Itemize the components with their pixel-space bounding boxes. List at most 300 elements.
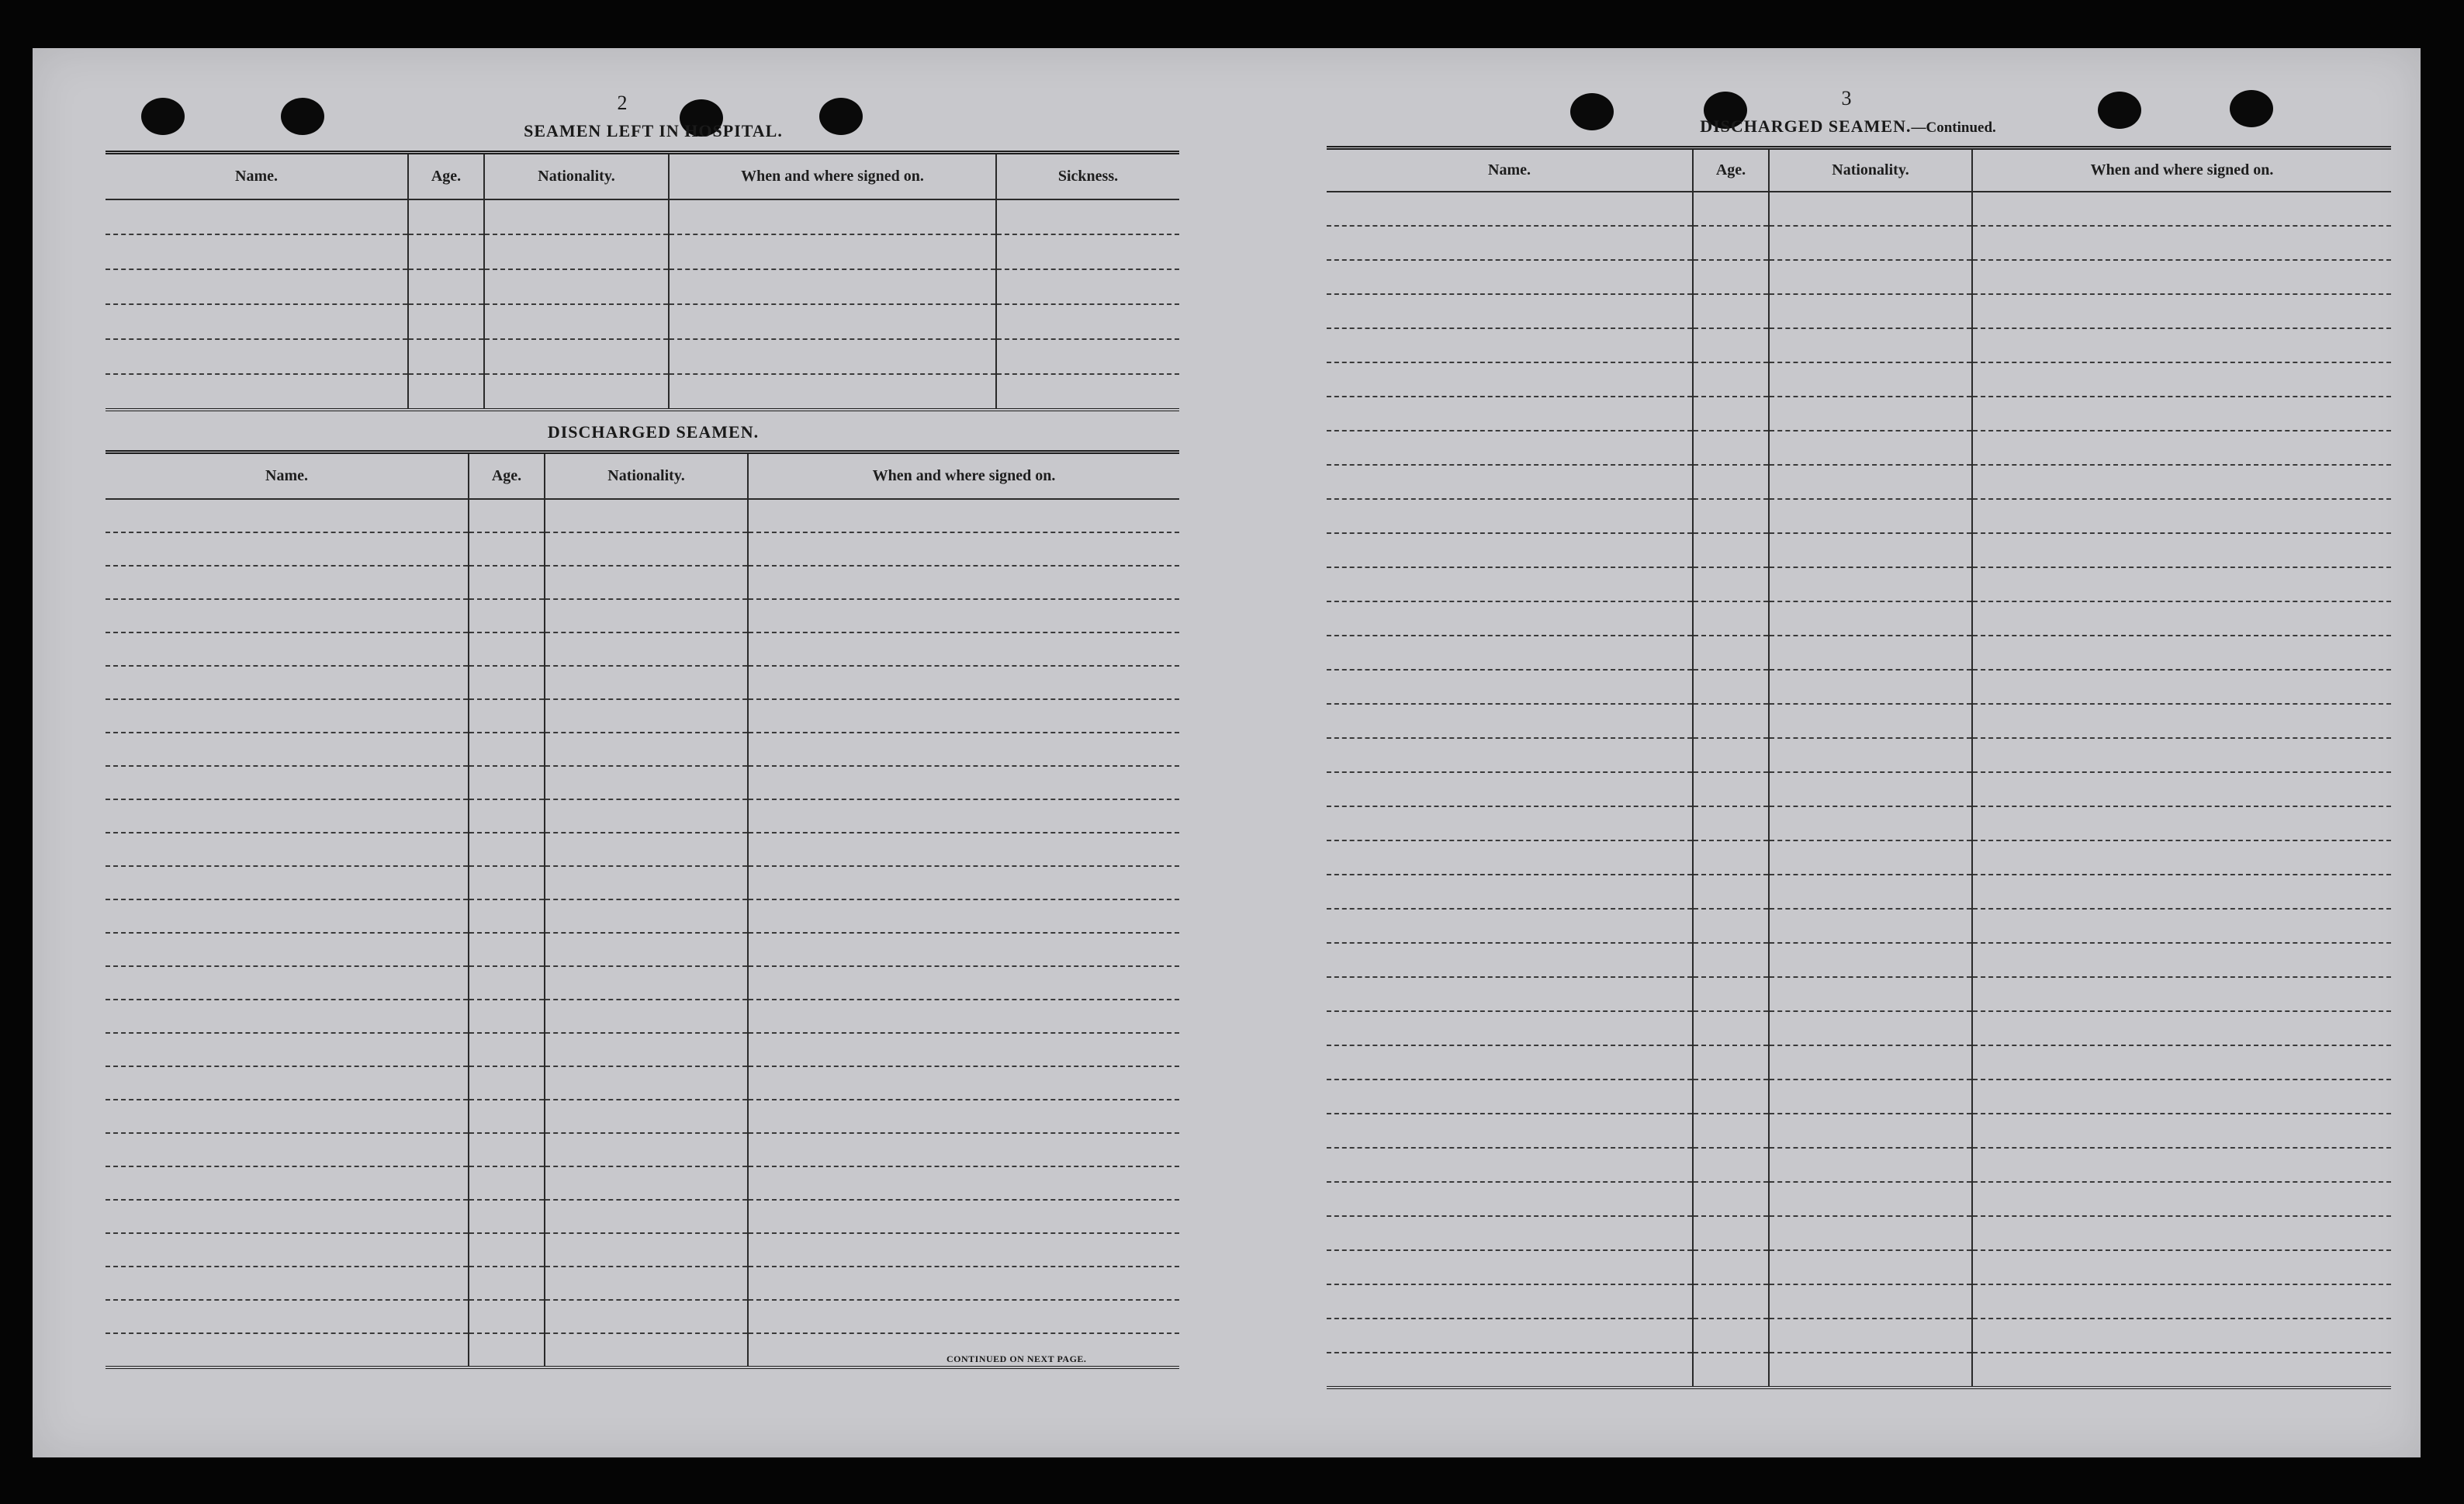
blank-cell[interactable]	[1693, 499, 1769, 533]
blank-cell[interactable]	[469, 532, 545, 566]
blank-cell[interactable]	[1972, 670, 2391, 704]
blank-cell[interactable]	[545, 966, 748, 1000]
blank-cell[interactable]	[1693, 977, 1769, 1011]
blank-cell[interactable]	[1769, 601, 1972, 636]
blank-cell[interactable]	[748, 733, 1179, 766]
blank-cell[interactable]	[408, 269, 484, 304]
blank-cell[interactable]	[469, 966, 545, 1000]
blank-cell[interactable]	[1327, 943, 1693, 977]
blank-cell[interactable]	[469, 666, 545, 699]
blank-cell[interactable]	[469, 1267, 545, 1300]
blank-cell[interactable]	[1693, 226, 1769, 260]
blank-cell[interactable]	[1769, 226, 1972, 260]
blank-cell[interactable]	[669, 374, 996, 410]
blank-cell[interactable]	[748, 866, 1179, 899]
blank-cell[interactable]	[1327, 499, 1693, 533]
blank-cell[interactable]	[748, 699, 1179, 733]
blank-cell[interactable]	[545, 799, 748, 833]
blank-cell[interactable]	[469, 599, 545, 632]
blank-cell[interactable]	[1327, 567, 1693, 601]
blank-cell[interactable]	[1327, 601, 1693, 636]
table-row	[1327, 1250, 2391, 1284]
blank-cell[interactable]	[1972, 1353, 2391, 1388]
blank-cell[interactable]	[669, 304, 996, 339]
blank-cell[interactable]	[1972, 1250, 2391, 1284]
table-row	[1327, 294, 2391, 328]
blank-cell[interactable]	[1327, 909, 1693, 943]
table-row	[106, 766, 1179, 799]
blank-cell[interactable]	[1693, 601, 1769, 636]
blank-cell[interactable]	[1972, 1284, 2391, 1319]
blank-cell[interactable]	[106, 234, 408, 269]
table-row	[106, 1166, 1179, 1200]
column-header: Name.	[106, 452, 469, 499]
blank-cell[interactable]	[1693, 636, 1769, 670]
table-row	[1327, 704, 2391, 738]
blank-cell[interactable]	[1693, 806, 1769, 840]
blank-cell[interactable]	[1769, 533, 1972, 567]
blank-cell[interactable]	[1769, 636, 1972, 670]
discharged-table	[106, 450, 1179, 1369]
blank-cell[interactable]	[1327, 840, 1693, 875]
blank-cell[interactable]	[1693, 328, 1769, 362]
blank-cell[interactable]	[469, 499, 545, 532]
blank-cell[interactable]	[1327, 192, 1693, 226]
blank-cell[interactable]	[1327, 1250, 1693, 1284]
blank-cell[interactable]	[1972, 431, 2391, 465]
blank-cell[interactable]	[1769, 567, 1972, 601]
blank-cell[interactable]	[1972, 977, 2391, 1011]
blank-cell[interactable]	[1769, 704, 1972, 738]
blank-cell[interactable]	[748, 933, 1179, 966]
blank-cell[interactable]	[1693, 875, 1769, 909]
blank-cell[interactable]	[469, 866, 545, 899]
blank-cell[interactable]	[1769, 328, 1972, 362]
blank-cell[interactable]	[469, 1066, 545, 1100]
blank-cell[interactable]	[1327, 226, 1693, 260]
table-row	[1327, 909, 2391, 943]
blank-cell[interactable]	[1693, 567, 1769, 601]
blank-cell[interactable]	[996, 199, 1179, 234]
blank-cell[interactable]	[748, 1066, 1179, 1100]
blank-cell[interactable]	[748, 1100, 1179, 1133]
table-row	[1327, 875, 2391, 909]
blank-cell[interactable]	[106, 799, 469, 833]
blank-cell[interactable]	[106, 1033, 469, 1066]
blank-cell[interactable]	[1769, 806, 1972, 840]
blank-cell[interactable]	[1972, 772, 2391, 806]
blank-cell[interactable]	[106, 899, 469, 933]
blank-cell[interactable]	[1327, 362, 1693, 397]
blank-cell[interactable]	[1769, 840, 1972, 875]
table-row	[1327, 226, 2391, 260]
blank-cell[interactable]	[484, 199, 669, 234]
blank-cell[interactable]	[996, 304, 1179, 339]
blank-cell[interactable]	[408, 304, 484, 339]
blank-cell[interactable]	[106, 1333, 469, 1367]
blank-cell[interactable]	[748, 1233, 1179, 1267]
blank-cell[interactable]	[545, 1300, 748, 1333]
blank-cell[interactable]	[748, 666, 1179, 699]
blank-cell[interactable]	[545, 1233, 748, 1267]
blank-cell[interactable]	[1972, 328, 2391, 362]
blank-cell[interactable]	[408, 339, 484, 374]
discharged-continued-table	[1327, 146, 2391, 1389]
blank-cell[interactable]	[1693, 1319, 1769, 1353]
blank-cell[interactable]	[106, 566, 469, 599]
blank-cell[interactable]	[1769, 260, 1972, 294]
blank-cell[interactable]	[1769, 1182, 1972, 1216]
blank-cell[interactable]	[1693, 1148, 1769, 1182]
blank-cell[interactable]	[1327, 1045, 1693, 1079]
blank-cell[interactable]	[1972, 465, 2391, 499]
blank-cell[interactable]	[469, 766, 545, 799]
blank-cell[interactable]	[1769, 1353, 1972, 1388]
blank-cell[interactable]	[408, 199, 484, 234]
column-header: Nationality.	[1769, 148, 1972, 192]
blank-cell[interactable]	[1972, 1182, 2391, 1216]
blank-cell[interactable]	[1327, 1353, 1693, 1388]
blank-cell[interactable]	[1693, 397, 1769, 431]
blank-cell[interactable]	[469, 699, 545, 733]
discharged-section-title: DISCHARGED SEAMEN.	[547, 422, 760, 442]
blank-cell[interactable]	[1327, 1079, 1693, 1114]
blank-cell[interactable]	[469, 1233, 545, 1267]
blank-cell[interactable]	[1693, 260, 1769, 294]
blank-cell[interactable]	[996, 339, 1179, 374]
blank-cell[interactable]	[1327, 1148, 1693, 1182]
blank-cell[interactable]	[106, 966, 469, 1000]
blank-cell[interactable]	[748, 766, 1179, 799]
blank-cell[interactable]	[1769, 772, 1972, 806]
blank-cell[interactable]	[1693, 192, 1769, 226]
blank-cell[interactable]	[1769, 431, 1972, 465]
blank-cell[interactable]	[1693, 772, 1769, 806]
blank-cell[interactable]	[545, 933, 748, 966]
blank-cell[interactable]	[106, 1133, 469, 1166]
blank-cell[interactable]	[1769, 1011, 1972, 1045]
blank-cell[interactable]	[106, 632, 469, 666]
blank-cell[interactable]	[469, 799, 545, 833]
blank-cell[interactable]	[748, 499, 1179, 532]
blank-cell[interactable]	[748, 899, 1179, 933]
blank-cell[interactable]	[484, 234, 669, 269]
blank-cell[interactable]	[106, 599, 469, 632]
page-number: 3	[1841, 87, 1852, 109]
blank-cell[interactable]	[1693, 1011, 1769, 1045]
blank-cell[interactable]	[1693, 840, 1769, 875]
blank-cell[interactable]	[469, 1300, 545, 1333]
blank-cell[interactable]	[106, 666, 469, 699]
blank-cell[interactable]	[545, 632, 748, 666]
blank-cell[interactable]	[106, 766, 469, 799]
blank-cell[interactable]	[1769, 1319, 1972, 1353]
blank-cell[interactable]	[545, 499, 748, 532]
blank-cell[interactable]	[1972, 1079, 2391, 1114]
blank-cell[interactable]	[106, 339, 408, 374]
blank-cell[interactable]	[748, 1300, 1179, 1333]
blank-cell[interactable]	[106, 733, 469, 766]
blank-cell[interactable]	[748, 1000, 1179, 1033]
blank-cell[interactable]	[1769, 1148, 1972, 1182]
blank-cell[interactable]	[1972, 1216, 2391, 1250]
blank-cell[interactable]	[1769, 362, 1972, 397]
blank-cell[interactable]	[1769, 977, 1972, 1011]
blank-cell[interactable]	[1327, 738, 1693, 772]
blank-cell[interactable]	[106, 1200, 469, 1233]
blank-cell[interactable]	[408, 374, 484, 410]
blank-cell[interactable]	[748, 1033, 1179, 1066]
blank-cell[interactable]	[1769, 1114, 1972, 1148]
blank-cell[interactable]	[106, 374, 408, 410]
blank-cell[interactable]	[1693, 1114, 1769, 1148]
blank-cell[interactable]	[1972, 1148, 2391, 1182]
blank-cell[interactable]	[1327, 397, 1693, 431]
blank-cell[interactable]	[1769, 499, 1972, 533]
blank-cell[interactable]	[1327, 875, 1693, 909]
blank-cell[interactable]	[1972, 362, 2391, 397]
blank-cell[interactable]	[1693, 1182, 1769, 1216]
blank-cell[interactable]	[748, 532, 1179, 566]
blank-cell[interactable]	[1769, 465, 1972, 499]
blank-cell[interactable]	[545, 733, 748, 766]
blank-cell[interactable]	[545, 1333, 748, 1367]
blank-cell[interactable]	[484, 269, 669, 304]
blank-cell[interactable]	[545, 866, 748, 899]
blank-cell[interactable]	[1972, 294, 2391, 328]
blank-cell[interactable]	[1327, 772, 1693, 806]
blank-cell[interactable]	[1972, 840, 2391, 875]
blank-cell[interactable]	[106, 1233, 469, 1267]
blank-cell[interactable]	[1327, 533, 1693, 567]
blank-cell[interactable]	[469, 933, 545, 966]
blank-cell[interactable]	[1769, 192, 1972, 226]
blank-cell[interactable]	[1693, 909, 1769, 943]
blank-cell[interactable]	[1693, 1250, 1769, 1284]
blank-cell[interactable]	[1972, 499, 2391, 533]
blank-cell[interactable]	[1972, 533, 2391, 567]
blank-cell[interactable]	[1972, 397, 2391, 431]
blank-cell[interactable]	[469, 1333, 545, 1367]
table-row	[106, 632, 1179, 666]
blank-cell[interactable]	[1769, 738, 1972, 772]
blank-cell[interactable]	[545, 1200, 748, 1233]
table-row	[1327, 1045, 2391, 1079]
blank-cell[interactable]	[996, 234, 1179, 269]
blank-cell[interactable]	[1327, 704, 1693, 738]
blank-cell[interactable]	[1972, 704, 2391, 738]
blank-cell[interactable]	[1327, 431, 1693, 465]
blank-cell[interactable]	[1693, 533, 1769, 567]
blank-cell[interactable]	[1972, 192, 2391, 226]
blank-cell[interactable]	[106, 866, 469, 899]
blank-cell[interactable]	[545, 1066, 748, 1100]
blank-cell[interactable]	[669, 339, 996, 374]
blank-cell[interactable]	[1693, 1284, 1769, 1319]
blank-cell[interactable]	[669, 199, 996, 234]
blank-cell[interactable]	[469, 1100, 545, 1133]
blank-cell[interactable]	[469, 1200, 545, 1233]
blank-cell[interactable]	[469, 566, 545, 599]
blank-cell[interactable]	[469, 1133, 545, 1166]
blank-cell[interactable]	[106, 1166, 469, 1200]
blank-cell[interactable]	[545, 1166, 748, 1200]
blank-cell[interactable]	[1693, 738, 1769, 772]
blank-cell[interactable]	[1972, 1319, 2391, 1353]
blank-cell[interactable]	[1327, 1182, 1693, 1216]
blank-cell[interactable]	[1327, 1011, 1693, 1045]
blank-cell[interactable]	[469, 1166, 545, 1200]
blank-cell[interactable]	[1972, 1045, 2391, 1079]
blank-cell[interactable]	[1972, 943, 2391, 977]
blank-cell[interactable]	[748, 1200, 1179, 1233]
blank-cell[interactable]	[1972, 1011, 2391, 1045]
blank-cell[interactable]	[106, 933, 469, 966]
blank-cell[interactable]	[1693, 704, 1769, 738]
blank-cell[interactable]	[484, 339, 669, 374]
blank-cell[interactable]	[1972, 601, 2391, 636]
blank-cell[interactable]	[1327, 1319, 1693, 1353]
blank-cell[interactable]	[469, 632, 545, 666]
blank-cell[interactable]	[106, 269, 408, 304]
blank-cell[interactable]	[469, 1000, 545, 1033]
blank-cell[interactable]	[106, 1267, 469, 1300]
blank-cell[interactable]	[1693, 294, 1769, 328]
blank-cell[interactable]	[1769, 875, 1972, 909]
blank-cell[interactable]	[106, 532, 469, 566]
blank-cell[interactable]	[545, 566, 748, 599]
blank-cell[interactable]	[469, 733, 545, 766]
blank-cell[interactable]	[1769, 670, 1972, 704]
blank-cell[interactable]	[1327, 294, 1693, 328]
table-row	[106, 1033, 1179, 1066]
blank-cell[interactable]	[545, 699, 748, 733]
blank-cell[interactable]	[1769, 1284, 1972, 1319]
blank-cell[interactable]	[545, 1133, 748, 1166]
blank-cell[interactable]	[106, 199, 408, 234]
blank-cell[interactable]	[545, 899, 748, 933]
blank-cell[interactable]	[1693, 1353, 1769, 1388]
blank-cell[interactable]	[1327, 806, 1693, 840]
blank-cell[interactable]	[1972, 806, 2391, 840]
blank-cell[interactable]	[545, 1000, 748, 1033]
blank-cell[interactable]	[545, 599, 748, 632]
table-row	[106, 499, 1179, 532]
blank-cell[interactable]	[106, 699, 469, 733]
blank-cell[interactable]	[1693, 362, 1769, 397]
blank-cell[interactable]	[996, 374, 1179, 410]
blank-cell[interactable]	[1327, 977, 1693, 1011]
blank-cell[interactable]	[1972, 875, 2391, 909]
blank-cell[interactable]	[996, 269, 1179, 304]
blank-cell[interactable]	[106, 1066, 469, 1100]
blank-cell[interactable]	[1693, 465, 1769, 499]
blank-cell[interactable]	[748, 799, 1179, 833]
table-row	[1327, 636, 2391, 670]
blank-cell[interactable]	[1769, 397, 1972, 431]
blank-cell[interactable]	[106, 833, 469, 866]
column-header: Age.	[469, 452, 545, 499]
blank-cell[interactable]	[1769, 909, 1972, 943]
blank-cell[interactable]	[1769, 1045, 1972, 1079]
blank-cell[interactable]	[1769, 1216, 1972, 1250]
table-row	[106, 799, 1179, 833]
blank-cell[interactable]	[1693, 1216, 1769, 1250]
blank-cell[interactable]	[106, 1100, 469, 1133]
blank-cell[interactable]	[748, 632, 1179, 666]
blank-cell[interactable]	[545, 1100, 748, 1133]
blank-cell[interactable]	[545, 766, 748, 799]
blank-cell[interactable]	[1769, 1250, 1972, 1284]
blank-cell[interactable]	[106, 304, 408, 339]
blank-cell[interactable]	[1693, 1045, 1769, 1079]
blank-cell[interactable]	[748, 833, 1179, 866]
blank-cell[interactable]	[1327, 636, 1693, 670]
blank-cell[interactable]	[748, 566, 1179, 599]
blank-cell[interactable]	[1327, 1284, 1693, 1319]
blank-cell[interactable]	[748, 1133, 1179, 1166]
blank-cell[interactable]	[1972, 738, 2391, 772]
blank-cell[interactable]	[1693, 943, 1769, 977]
blank-cell[interactable]	[748, 1166, 1179, 1200]
blank-cell[interactable]	[1327, 1114, 1693, 1148]
left-page	[33, 48, 1227, 1457]
blank-cell[interactable]	[1769, 294, 1972, 328]
blank-cell[interactable]	[1693, 1079, 1769, 1114]
blank-cell[interactable]	[1972, 1114, 2391, 1148]
blank-cell[interactable]	[106, 1300, 469, 1333]
blank-cell[interactable]	[1972, 636, 2391, 670]
blank-cell[interactable]	[1327, 1216, 1693, 1250]
blank-cell[interactable]	[106, 1000, 469, 1033]
blank-cell[interactable]	[1327, 465, 1693, 499]
blank-cell[interactable]	[469, 833, 545, 866]
blank-cell[interactable]	[1972, 260, 2391, 294]
blank-cell[interactable]	[1769, 1079, 1972, 1114]
blank-cell[interactable]	[1972, 567, 2391, 601]
blank-cell[interactable]	[1972, 909, 2391, 943]
blank-cell[interactable]	[545, 1033, 748, 1066]
blank-cell[interactable]	[545, 833, 748, 866]
blank-cell[interactable]	[748, 599, 1179, 632]
column-header: Name.	[1327, 148, 1693, 192]
blank-cell[interactable]	[545, 1267, 748, 1300]
table-row	[1327, 328, 2391, 362]
blank-cell[interactable]	[1327, 328, 1693, 362]
blank-cell[interactable]	[748, 966, 1179, 1000]
blank-cell[interactable]	[469, 899, 545, 933]
blank-cell[interactable]	[1769, 943, 1972, 977]
blank-cell[interactable]	[408, 234, 484, 269]
blank-cell[interactable]	[748, 1267, 1179, 1300]
table-row	[1327, 1216, 2391, 1250]
blank-cell[interactable]	[1693, 670, 1769, 704]
blank-cell[interactable]	[1327, 670, 1693, 704]
blank-cell[interactable]	[669, 269, 996, 304]
blank-cell[interactable]	[1693, 431, 1769, 465]
blank-cell[interactable]	[545, 532, 748, 566]
blank-cell[interactable]	[545, 666, 748, 699]
blank-cell[interactable]	[484, 304, 669, 339]
table-row	[1327, 840, 2391, 875]
blank-cell[interactable]	[484, 374, 669, 410]
blank-cell[interactable]	[669, 234, 996, 269]
blank-cell[interactable]	[1972, 226, 2391, 260]
blank-cell[interactable]	[106, 499, 469, 532]
blank-cell[interactable]	[469, 1033, 545, 1066]
blank-cell[interactable]	[1327, 260, 1693, 294]
table-row	[106, 1267, 1179, 1300]
